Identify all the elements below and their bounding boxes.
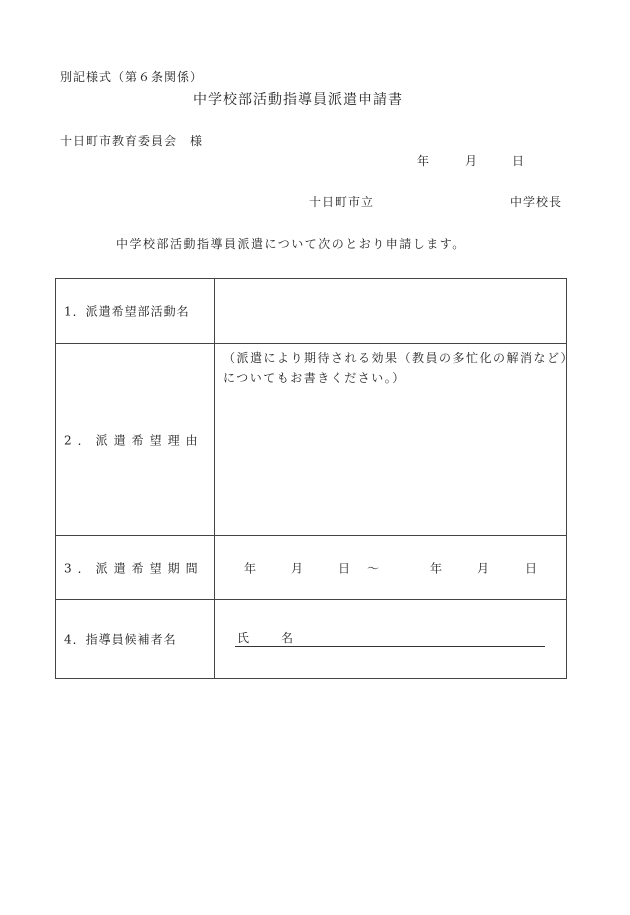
period-tilde: ～ [367, 561, 380, 575]
period-end-day: 日 [525, 561, 538, 575]
date-month: 月 [465, 154, 479, 168]
table-row-club [56, 279, 566, 344]
applicant-prefix: 十日町市立 [309, 195, 375, 209]
reason-note: （派遣により期待される効果（教員の多忙化の解消など）についてもお書きください。） [223, 351, 569, 385]
period-end-year: 年 [430, 561, 443, 575]
period-label: 3．派遣希望期間 [64, 561, 204, 575]
table-row-candidate [56, 600, 566, 678]
club-label-cell [56, 279, 215, 343]
document-title: 中学校部活動指導員派遣申請書 [193, 92, 403, 108]
period-label-cell [56, 536, 215, 599]
addressee: 十日町市教育委員会 様 [60, 134, 204, 148]
candidate-label-cell [56, 600, 215, 678]
applicant-suffix: 中学校長 [510, 195, 563, 209]
request-statement: 中学校部活動指導員派遣について次のとおり申請します。 [116, 237, 466, 251]
application-table [55, 278, 567, 679]
form-reference: 別記様式（第６条関係） [60, 70, 204, 84]
club-label: 1．派遣希望部活動名 [64, 304, 190, 319]
table-row-reason [56, 344, 569, 536]
candidate-name-line[interactable] [235, 629, 545, 647]
club-input-cell[interactable] [215, 279, 566, 343]
candidate-input-cell[interactable] [215, 600, 566, 678]
reason-label-cell [56, 344, 215, 535]
candidate-name-label: 氏 名 [237, 631, 304, 645]
candidate-label: 4．指導員候補者名 [64, 632, 177, 647]
period-end-month: 月 [477, 561, 490, 575]
period-start-month: 月 [291, 561, 304, 575]
period-input-cell[interactable] [215, 536, 566, 599]
table-row-period [56, 536, 566, 600]
reason-label: 2．派遣希望理由 [64, 433, 204, 447]
date-day: 日 [512, 154, 526, 168]
date-year: 年 [417, 154, 431, 168]
reason-input-cell[interactable] [215, 344, 569, 535]
period-start-year: 年 [244, 561, 257, 575]
period-start-day: 日 [338, 561, 351, 575]
